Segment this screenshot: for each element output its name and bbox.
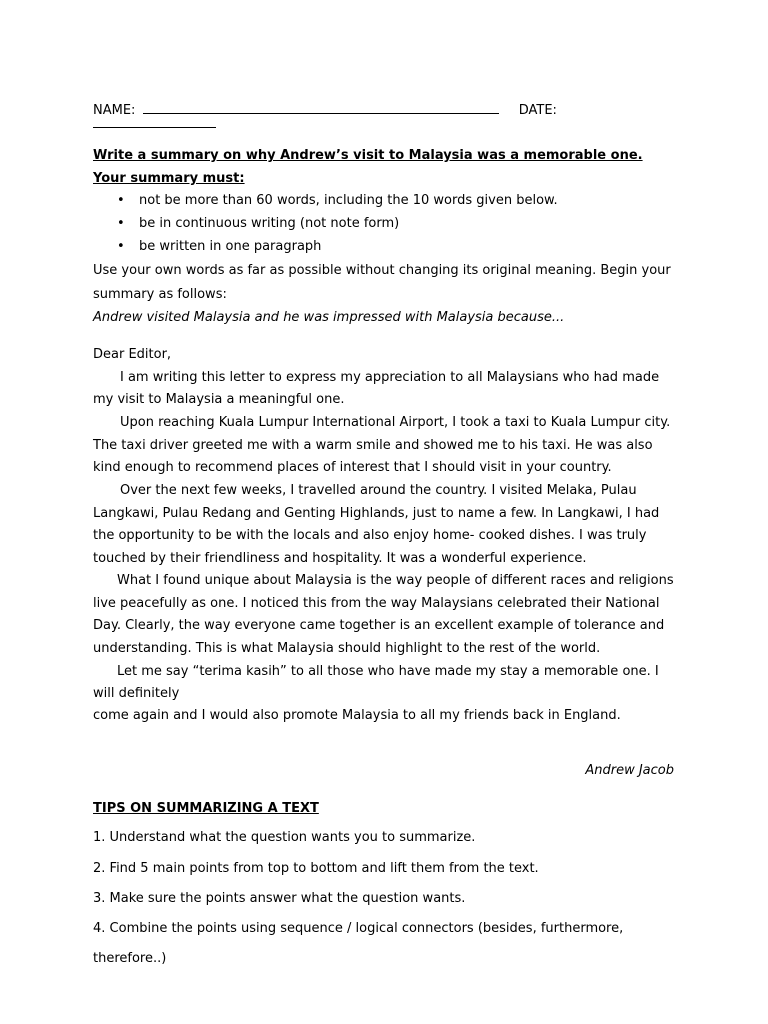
bullet-icon: • — [117, 239, 125, 254]
rules-list — [93, 193, 558, 262]
date-label: DATE: — [518, 103, 557, 118]
name-blank — [143, 101, 499, 114]
letter-line: Upon reaching Kuala Lumpur International Airport, I took a taxi to Kuala Lumpur city. — [120, 415, 671, 430]
letter-line: What I found unique about Malaysia is the way people of different races and religions — [117, 573, 674, 588]
list-item: • be written in one paragraph — [117, 239, 322, 254]
letter-line: touched by their friendliness and hospitality. It was a wonderful experience. — [93, 551, 587, 566]
letter-line: Day. Clearly, the way everyone came together is an excellent example of tolerance and — [93, 618, 665, 633]
tip-item: 4. Combine the points using sequence / logical connectors (besides, furthermore, — [93, 921, 624, 936]
name-date-row — [93, 101, 683, 119]
tip-item: 2. Find 5 main points from top to bottom and lift them from the text. — [93, 861, 539, 876]
instruction-title: Write a summary on why Andrew’s visit to Malaysia was a memorable one. — [93, 148, 643, 163]
tip-item: 1. Understand what the question wants you to summarize. — [93, 830, 476, 845]
tip-item: 3. Make sure the points answer what the question wants. — [93, 891, 466, 906]
letter-line: the opportunity to be with the locals and also enjoy home- cooked dishes. I was truly — [93, 528, 647, 543]
letter-line: I am writing this letter to express my appreciation to all Malaysians who had made — [120, 370, 660, 385]
letter-line: The taxi driver greeted me with a warm smile and showed me to his taxi. He was also — [93, 438, 653, 453]
letter-signature: Andrew Jacob — [585, 763, 674, 778]
bullet-icon: • — [117, 193, 125, 208]
letter-line: Over the next few weeks, I travelled around the country. I visited Melaka, Pulau — [120, 483, 637, 498]
letter-line: Langkawi, Pulau Redang and Genting Highlands, just to name a few. In Langkawi, I had — [93, 506, 660, 521]
letter-line: live peacefully as one. I noticed this from the way Malaysians celebrated their National — [93, 596, 660, 611]
letter-line: will definitely — [93, 686, 180, 701]
summary-starter: Andrew visited Malaysia and he was impressed with Malaysia because... — [93, 310, 565, 325]
bullet-icon: • — [117, 216, 125, 231]
list-item: • not be more than 60 words, including the 10 words given below. — [117, 193, 558, 208]
tips-title: TIPS ON SUMMARIZING A TEXT — [93, 801, 319, 816]
must-label: Your summary must: — [93, 171, 245, 186]
name-label: NAME: — [93, 103, 136, 118]
letter-line: my visit to Malaysia a meaningful one. — [93, 392, 345, 407]
letter-line: understanding. This is what Malaysia should highlight to the rest of the world. — [93, 641, 601, 656]
letter-line: Let me say “terima kasih” to all those who have made my stay a memorable one. I — [117, 664, 659, 679]
letter-line: kind enough to recommend places of interest that I should visit in your country. — [93, 460, 612, 475]
letter-greeting: Dear Editor, — [93, 347, 172, 362]
date-blank — [93, 127, 216, 128]
note-line: Use your own words as far as possible without changing its original meaning. Begin your — [93, 263, 671, 278]
note-line: summary as follows: — [93, 287, 227, 302]
tip-item: therefore..) — [93, 951, 167, 966]
letter-line: come again and I would also promote Malaysia to all my friends back in England. — [93, 708, 621, 723]
list-item: • be in continuous writing (not note form) — [117, 216, 400, 231]
